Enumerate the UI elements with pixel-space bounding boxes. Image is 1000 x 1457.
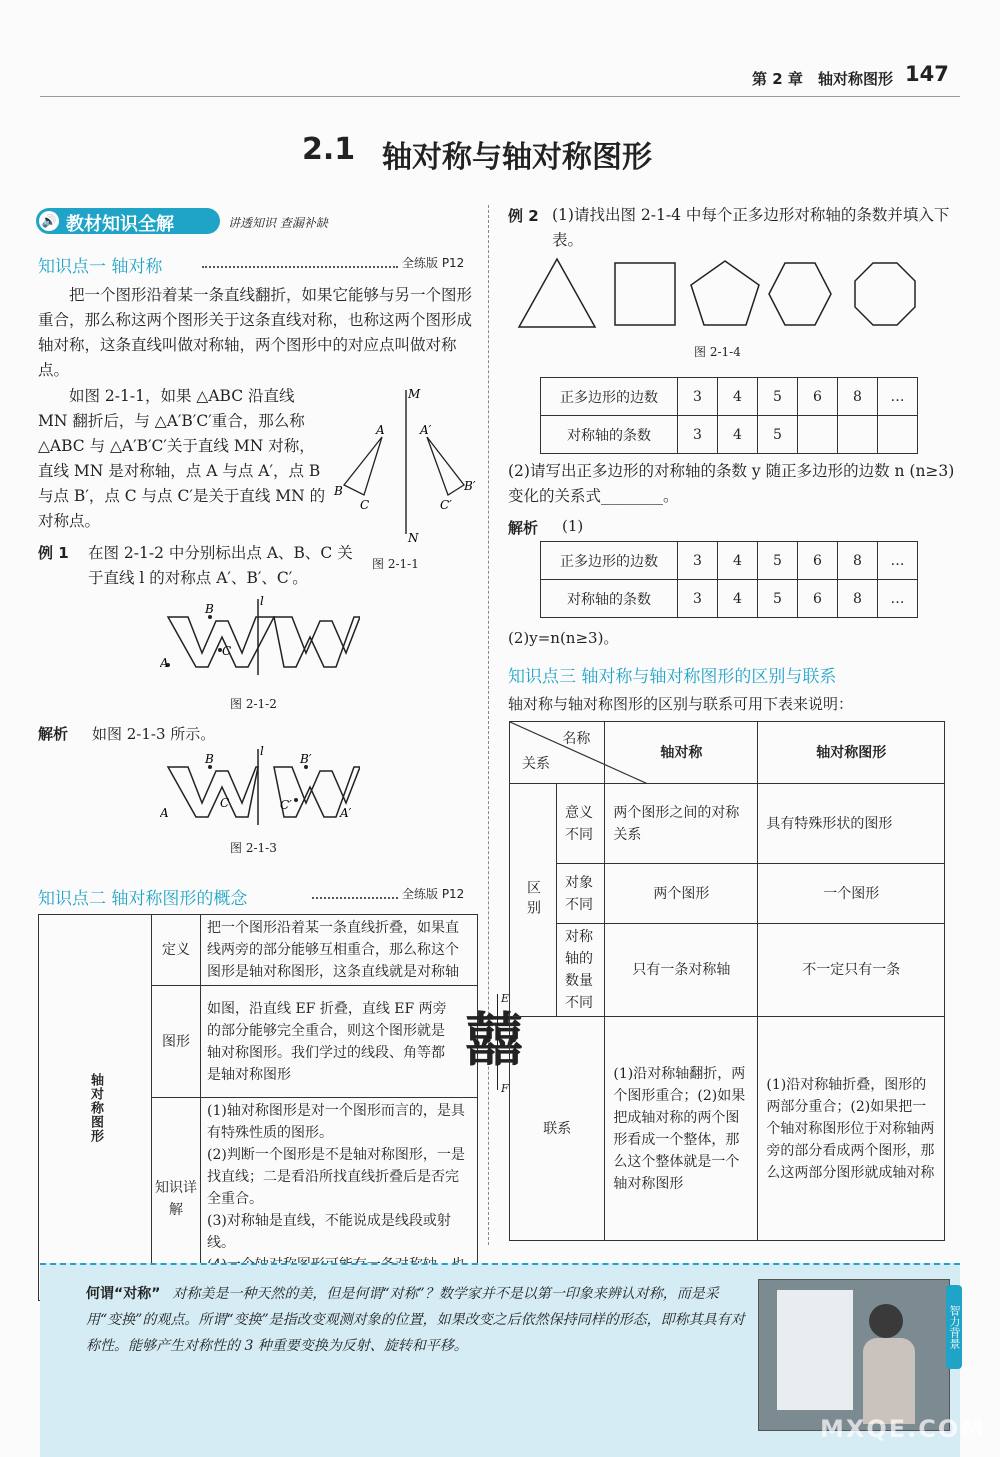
ex1-solution-text: 如图 2-1-3 所示。 [92,725,216,743]
label-n: N [408,531,419,545]
kp1-leader [202,266,398,268]
cell: 5 [758,378,798,416]
label-m: M [408,387,421,401]
row2-label: 对称轴的条数 [541,416,678,454]
kp3-link-col2: (1)沿对称轴折叠，图形的两部分重合；(2)如果把一个轴对称图形位于对称轴两旁的部分看成两个图形，那么这两部分图形就成轴对称 [758,1017,945,1241]
figure-2-1-3 [160,745,360,830]
kp1-heading: 知识点一 轴对称 [38,257,163,277]
footer-text-block [86,1281,746,1359]
label-l: l [260,745,264,758]
page-title: 轴对称与轴对称图形 [382,140,652,175]
cell: 3 [678,542,718,580]
ex2-q2: (2)请写出正多边形的对称轴的条数 y 随正多边形的边数 n (n≥3)变化的关系式________。 [508,462,955,505]
page-number: 147 [905,62,949,86]
cell: 4 [718,416,758,454]
corner-name: 名称 [562,731,591,747]
cell [838,416,878,454]
row1-label: 正多边形的边数 [541,378,678,416]
row1-label: 正多边形的边数 [541,542,678,580]
banner [36,208,220,234]
fig-2-1-3-caption: 图 2-1-3 [230,841,277,855]
kp2-row-label-figure: 图形 [152,986,201,1098]
w-shape-right [274,617,360,667]
kp2-table [38,914,524,1301]
kp3-col1-header: 轴对称 [605,722,758,784]
ex1-text: 在图 2-1-2 中分别标出点 A、B、C 关于直线 l 的对称点 A′、B′、C′。 [88,544,353,587]
label-b-prime: B′ [464,479,476,493]
label-c-prime: C′ [280,798,292,812]
photo-head [869,1304,903,1338]
label-b-prime: B′ [300,752,312,766]
footer-title: 何谓“对称” [86,1286,161,1302]
kp2-figure-text: 如图，沿直线 EF 折叠，直线 EF 两旁的部分能够完全重合，则这个图形就是轴对称图形。我们学过的线段、角等都是轴对称图形 [207,1000,447,1083]
kp2-side-label: 轴对称图形 [39,915,152,1301]
ex2-label: 例 2 [508,207,539,225]
label-b: B [334,484,343,498]
banner-tagline: 讲透知识 查漏补缺 [228,216,328,230]
kp3-col2-header: 轴对称图形 [758,722,945,784]
cell: 6 [798,542,838,580]
cell: 6 [798,580,838,618]
label-b: B [205,752,214,766]
kp1-example-text: 如图 2-1-1，如果 △ABC 沿直线 MN 翻折后，与 △A′B′C′重合，那么称 △ABC 与 △A′B′C′关于直线 MN 对称，直线 MN 是对称轴，点 A 与点 A′，点 B 与点 B′，点 C 与点 C′是关于直线 MN 的对称点。 [38,387,326,530]
cell: … [878,378,918,416]
label-c: C [360,498,370,512]
label-c: C [222,644,232,658]
ex2-answer-table [540,541,918,618]
photo-door [777,1290,853,1410]
label-f: F [501,1082,509,1095]
w-shape-left [168,767,258,817]
cell: 6 [798,378,838,416]
triangle-abc [344,437,382,495]
chapter-topic: 轴对称图形 [818,70,894,88]
kp2-heading: 知识点二 轴对称图形的概念 [38,889,248,909]
kp3-cell: 只有一条对称轴 [605,924,758,1017]
kp3-corner-cell [510,722,605,784]
kp2-detail-line-3: (3)对称轴是直线，不能说成是线段或射线。 [207,1213,451,1251]
octagon-shape [855,263,915,325]
triangle-abc-prime [427,437,464,495]
hexagon-shape [769,263,831,325]
cell: 3 [678,378,718,416]
cell [798,416,838,454]
kp3-diff-label: 区别 [510,784,557,1017]
cell: 4 [718,542,758,580]
label-c-prime: C′ [440,498,452,512]
kp3-heading: 知识点三 轴对称与轴对称图形的区别与联系 [508,667,837,687]
kp2-ref: 全练版 P12 [402,887,465,901]
kp3-intro: 轴对称与轴对称图形的区别与联系可用下表来说明： [508,695,854,713]
photo-body [863,1338,915,1424]
pentagon-shape [691,261,759,325]
kp2-row-label-definition: 定义 [152,915,201,986]
kp2-detail-line-1: (1)轴对称图形是对一个图形而言的，是具有特殊性质的图形。 [207,1103,465,1141]
label-a-prime: A′ [340,806,352,820]
label-a: A [376,423,385,437]
chapter-label: 第 2 章 [752,70,803,88]
cell: 4 [718,580,758,618]
triangle-shape [519,259,595,327]
label-c: C [220,796,230,810]
kp2-figure-cell [201,986,524,1098]
footer-text: 对称美是一种天然的美，但是何谓“对称”？数学家并不是以第一印象来辨认对称，而是采用“变换”的观点。所谓“变换”是指改变观测对象的位置，如果改变之后依然保持同样的形态，即称其具有对称性。能够产生对称性的 3 种重要变换为反射、旋转和平移。 [86,1286,745,1354]
label-a: A [160,656,169,670]
point-c-prime [294,798,298,802]
kp3-link-label: 联系 [510,1017,605,1241]
ex2-solution-part: (1) [562,517,584,535]
side-tab: 智力背景 [946,1285,962,1369]
kp3-cell: 一个图形 [758,864,945,924]
kp3-row-label: 对象不同 [557,864,605,924]
kp1-ref: 全练版 P12 [402,256,465,270]
kp2-definition-text: 把一个图形沿着某一条直线折叠，如果直线两旁的部分能够互相重合，那么称这个图形是轴对称图形，这条直线就是对称轴 [201,915,478,986]
figure-2-1-4 [515,255,935,335]
ex1-label: 例 1 [38,544,69,562]
cell: 8 [838,378,878,416]
cell: 8 [838,542,878,580]
square-shape [615,263,675,325]
fig-2-1-1-caption: 图 2-1-1 [372,557,419,571]
kp3-table [509,721,945,1241]
photo [758,1279,950,1431]
corner-relation: 关系 [522,756,550,772]
kp2-leader [312,897,398,899]
kp1-definition: 把一个图形沿着某一条直线翻折，如果它能够与另一个图形重合，那么称这两个图形关于这条直线对称，也称这两个图形成轴对称，这条直线叫做对称轴，两个图形中的对应点叫做对称点。 [38,286,473,379]
row2-label: 对称轴的条数 [541,580,678,618]
double-happiness-glyph: 囍 [465,1006,524,1074]
cell: 5 [758,542,798,580]
label-e: E [501,992,510,1005]
speaker-icon: 🔊 [39,211,59,231]
ex2-question-table [540,377,918,454]
cell: 3 [678,580,718,618]
ex2-q1: (1)请找出图 2-1-4 中每个正多边形对称轴的条数并填入下表。 [552,206,950,249]
kp3-cell: 两个图形之间的对称关系 [605,784,758,864]
figure-2-1-2 [160,595,360,680]
kp3-cell: 不一定只有一条 [758,924,945,1017]
kp3-cell: 两个图形 [605,864,758,924]
section-number: 2.1 [302,132,356,167]
fig-2-1-2-caption: 图 2-1-2 [230,697,277,711]
cell: 4 [718,378,758,416]
watermark: MXQE.COM [820,1415,987,1443]
label-a: A [160,806,169,820]
banner-label: 教材知识全解 [66,214,174,235]
cell: 5 [758,416,798,454]
ex2-solution-label: 解析 [508,519,539,537]
figure-2-1-1 [330,382,480,557]
cell: 5 [758,580,798,618]
cell: 3 [678,416,718,454]
kp3-link-col1: (1)沿对称轴翻折，两个图形重合；(2)如果把成轴对称的两个图形看成一个整体，那么这个整体就是一个轴对称图形 [605,1017,758,1241]
cell [878,416,918,454]
kp3-cell: 具有特殊形状的图形 [758,784,945,864]
cell: 8 [838,580,878,618]
ex2-answer-2: (2)y=n(n≥3)。 [508,629,619,647]
kp2-row-label-detail: 知识详解 [152,1098,201,1301]
header-rule [40,96,960,97]
kp3-row-label: 对称轴的数量不同 [557,924,605,1017]
kp2-detail-line-2: (2)判断一个图形是不是轴对称图形，一是找直线；二是看沿所找直线折叠后是否完全重合。 [207,1147,465,1207]
ex1-solution-label: 解析 [38,725,69,743]
label-l: l [260,595,264,608]
fig-2-1-4-caption: 图 2-1-4 [694,345,741,359]
cell: … [878,542,918,580]
footer-box [40,1263,987,1457]
kp3-row-label: 意义不同 [557,784,605,864]
label-a-prime: A′ [420,423,432,437]
label-b: B [205,602,214,616]
cell: … [878,580,918,618]
